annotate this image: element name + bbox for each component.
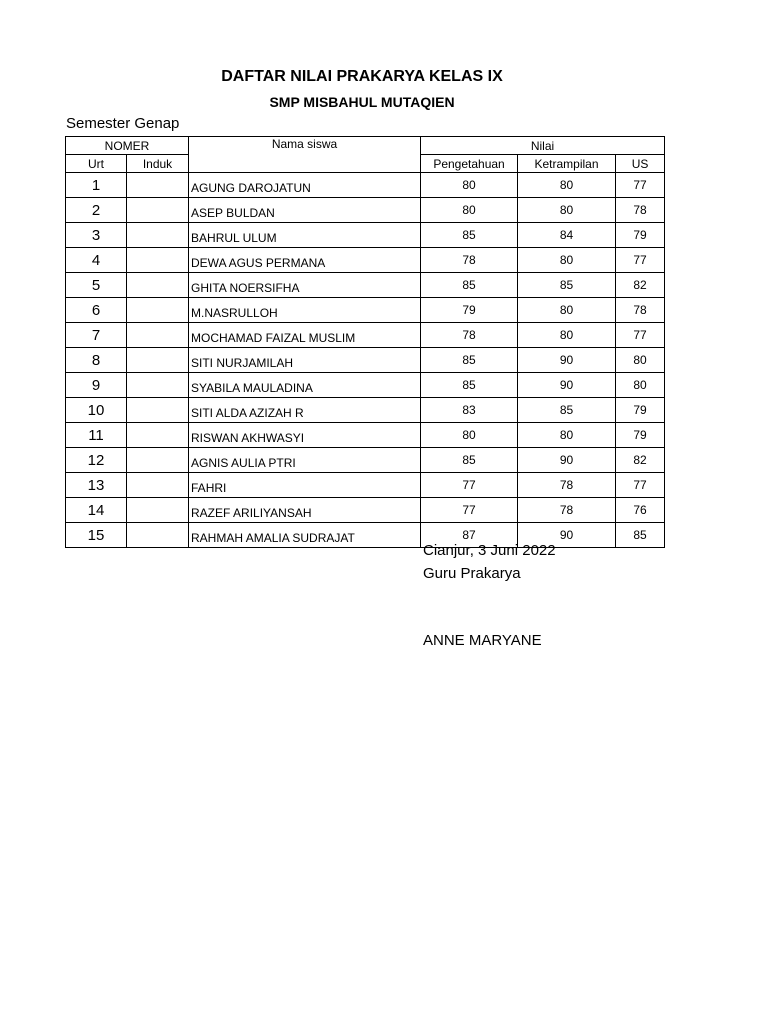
header-induk: Induk xyxy=(127,155,189,173)
cell-pengetahuan: 85 xyxy=(421,273,518,298)
cell-ketrampilan: 84 xyxy=(518,223,616,248)
header-urt: Urt xyxy=(66,155,127,173)
cell-pengetahuan: 80 xyxy=(421,198,518,223)
cell-ketrampilan: 80 xyxy=(518,423,616,448)
cell-urt: 8 xyxy=(66,348,127,373)
cell-pengetahuan: 77 xyxy=(421,498,518,523)
table-row xyxy=(66,273,665,298)
grades-table xyxy=(65,136,665,548)
cell-nama-siswa: AGUNG DAROJATUN xyxy=(189,173,421,198)
cell-us: 79 xyxy=(616,223,665,248)
cell-induk xyxy=(127,423,189,448)
cell-pengetahuan: 85 xyxy=(421,223,518,248)
table-row xyxy=(66,498,665,523)
cell-ketrampilan: 85 xyxy=(518,273,616,298)
cell-induk xyxy=(127,523,189,548)
cell-nama-siswa: FAHRI xyxy=(189,473,421,498)
cell-ketrampilan: 80 xyxy=(518,248,616,273)
table-row xyxy=(66,298,665,323)
cell-us: 77 xyxy=(616,473,665,498)
cell-urt: 14 xyxy=(66,498,127,523)
cell-us: 78 xyxy=(616,298,665,323)
school-name: SMP MISBAHUL MUTAQIEN xyxy=(269,94,455,110)
cell-induk xyxy=(127,248,189,273)
cell-us: 77 xyxy=(616,323,665,348)
table-row xyxy=(66,423,665,448)
cell-us: 77 xyxy=(616,248,665,273)
grade-rows xyxy=(66,173,665,548)
table-row xyxy=(66,523,665,548)
cell-urt: 5 xyxy=(66,273,127,298)
document-title: DAFTAR NILAI PRAKARYA KELAS IX xyxy=(221,68,503,85)
cell-induk xyxy=(127,273,189,298)
cell-induk xyxy=(127,448,189,473)
cell-induk xyxy=(127,198,189,223)
cell-nama-siswa: SITI ALDA AZIZAH R xyxy=(189,398,421,423)
header-us: US xyxy=(616,155,665,173)
cell-nama-siswa: M.NASRULLOH xyxy=(189,298,421,323)
cell-induk xyxy=(127,298,189,323)
cell-induk xyxy=(127,348,189,373)
table-row xyxy=(66,373,665,398)
cell-us: 82 xyxy=(616,273,665,298)
cell-nama-siswa: ASEP BULDAN xyxy=(189,198,421,223)
cell-urt: 7 xyxy=(66,323,127,348)
cell-ketrampilan: 90 xyxy=(518,523,616,548)
cell-nama-siswa: DEWA AGUS PERMANA xyxy=(189,248,421,273)
header-nilai: Nilai xyxy=(421,137,665,155)
cell-induk xyxy=(127,498,189,523)
cell-urt: 3 xyxy=(66,223,127,248)
cell-ketrampilan: 78 xyxy=(518,473,616,498)
cell-ketrampilan: 80 xyxy=(518,323,616,348)
header-nomer: NOMER xyxy=(66,137,189,155)
cell-urt: 11 xyxy=(66,423,127,448)
cell-nama-siswa: AGNIS AULIA PTRI xyxy=(189,448,421,473)
cell-pengetahuan: 77 xyxy=(421,473,518,498)
table-row xyxy=(66,348,665,373)
cell-urt: 1 xyxy=(66,173,127,198)
cell-induk xyxy=(127,323,189,348)
cell-ketrampilan: 80 xyxy=(518,298,616,323)
cell-us: 80 xyxy=(616,373,665,398)
cell-pengetahuan: 80 xyxy=(421,423,518,448)
cell-nama-siswa: RAZEF ARILIYANSAH xyxy=(189,498,421,523)
cell-ketrampilan: 80 xyxy=(518,173,616,198)
cell-us: 78 xyxy=(616,198,665,223)
cell-urt: 6 xyxy=(66,298,127,323)
cell-pengetahuan: 79 xyxy=(421,298,518,323)
cell-induk xyxy=(127,173,189,198)
cell-nama-siswa: SITI NURJAMILAH xyxy=(189,348,421,373)
cell-ketrampilan: 78 xyxy=(518,498,616,523)
signature-place-date: Cianjur, 3 Juni 2022 xyxy=(423,542,556,559)
cell-us: 77 xyxy=(616,173,665,198)
cell-pengetahuan: 85 xyxy=(421,348,518,373)
cell-pengetahuan: 85 xyxy=(421,448,518,473)
table-row xyxy=(66,323,665,348)
cell-urt: 4 xyxy=(66,248,127,273)
cell-us: 79 xyxy=(616,398,665,423)
cell-pengetahuan: 80 xyxy=(421,173,518,198)
cell-ketrampilan: 85 xyxy=(518,398,616,423)
cell-pengetahuan: 78 xyxy=(421,323,518,348)
cell-urt: 12 xyxy=(66,448,127,473)
table-row xyxy=(66,248,665,273)
cell-ketrampilan: 90 xyxy=(518,373,616,398)
cell-pengetahuan: 78 xyxy=(421,248,518,273)
cell-induk xyxy=(127,398,189,423)
cell-ketrampilan: 80 xyxy=(518,198,616,223)
table-row xyxy=(66,198,665,223)
cell-induk xyxy=(127,223,189,248)
cell-us: 76 xyxy=(616,498,665,523)
cell-us: 85 xyxy=(616,523,665,548)
cell-nama-siswa: RISWAN AKHWASYI xyxy=(189,423,421,448)
cell-urt: 10 xyxy=(66,398,127,423)
cell-nama-siswa: SYABILA MAULADINA xyxy=(189,373,421,398)
header-row-top xyxy=(66,137,665,155)
cell-urt: 9 xyxy=(66,373,127,398)
table-row xyxy=(66,173,665,198)
table-row xyxy=(66,398,665,423)
header-nama: Nama siswa xyxy=(189,137,421,173)
cell-nama-siswa: GHITA NOERSIFHA xyxy=(189,273,421,298)
cell-us: 79 xyxy=(616,423,665,448)
cell-pengetahuan: 85 xyxy=(421,373,518,398)
table-row xyxy=(66,473,665,498)
cell-urt: 2 xyxy=(66,198,127,223)
cell-nama-siswa: MOCHAMAD FAIZAL MUSLIM xyxy=(189,323,421,348)
cell-nama-siswa: RAHMAH AMALIA SUDRAJAT xyxy=(189,523,421,548)
cell-ketrampilan: 90 xyxy=(518,448,616,473)
cell-nama-siswa: BAHRUL ULUM xyxy=(189,223,421,248)
table-row xyxy=(66,448,665,473)
cell-ketrampilan: 90 xyxy=(518,348,616,373)
signature-role: Guru Prakarya xyxy=(423,565,521,582)
header-pengetahuan: Pengetahuan xyxy=(421,155,518,173)
semester-label: Semester Genap xyxy=(66,115,180,132)
cell-pengetahuan: 83 xyxy=(421,398,518,423)
cell-induk xyxy=(127,373,189,398)
cell-induk xyxy=(127,473,189,498)
cell-pengetahuan: 87 xyxy=(421,523,518,548)
cell-us: 82 xyxy=(616,448,665,473)
table-row xyxy=(66,223,665,248)
cell-us: 80 xyxy=(616,348,665,373)
signature-name: ANNE MARYANE xyxy=(423,632,542,649)
cell-urt: 15 xyxy=(66,523,127,548)
header-ketrampilan: Ketrampilan xyxy=(518,155,616,173)
cell-urt: 13 xyxy=(66,473,127,498)
